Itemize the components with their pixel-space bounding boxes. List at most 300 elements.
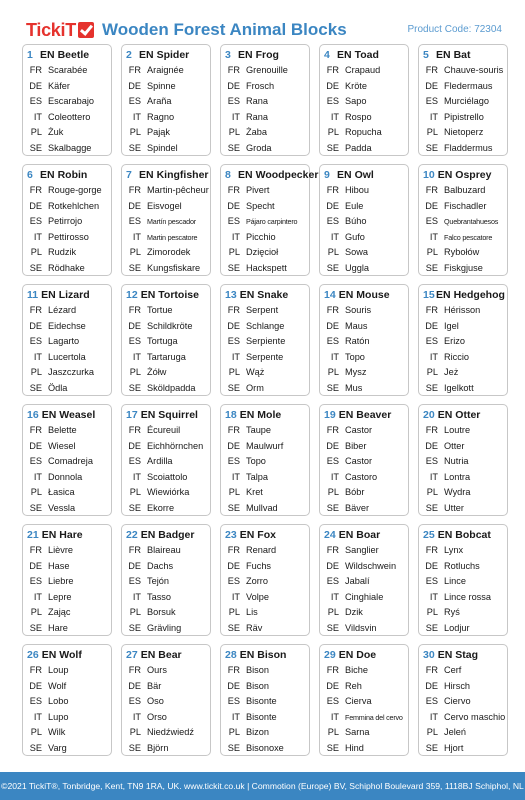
language-code: SE — [128, 742, 141, 753]
card-number: 18 — [225, 409, 237, 421]
translation-text: Nutria — [444, 456, 469, 467]
translation-text: Pettirosso — [48, 231, 89, 242]
english-word: Badger — [158, 529, 195, 541]
translation-text: Reh — [345, 680, 362, 691]
card-heading — [324, 408, 405, 423]
english-word: Kingfisher — [156, 169, 209, 181]
translation-row — [423, 679, 504, 695]
english-word: Spider — [156, 49, 190, 61]
translation-row — [126, 501, 207, 517]
translation-row — [225, 663, 306, 679]
english-word: Bobcat — [455, 529, 491, 541]
translation-text: Murciélago — [444, 96, 489, 107]
language-code: SE — [326, 262, 339, 273]
card-heading — [225, 168, 319, 183]
language-code: FR — [29, 425, 42, 435]
language-code: IT — [231, 351, 240, 362]
language-code-en: EN — [41, 529, 57, 541]
translation-row — [324, 365, 405, 381]
language-code-en: EN — [40, 169, 55, 181]
language-code: IT — [33, 471, 42, 482]
language-code: IT — [132, 711, 141, 722]
translation-row — [225, 303, 306, 319]
translation-row — [27, 303, 108, 319]
translation-text: Fuchs — [246, 560, 272, 571]
translation-row — [126, 141, 207, 157]
translation-row — [225, 679, 306, 695]
language-code: PL — [426, 247, 438, 258]
language-code: FR — [326, 545, 339, 555]
animal-card — [319, 284, 409, 396]
translation-text: Pająk — [147, 127, 170, 138]
english-word: Beetle — [57, 49, 90, 61]
animal-card — [418, 284, 508, 396]
language-code: FR — [227, 665, 240, 675]
language-code: ES — [227, 336, 240, 347]
language-code: DE — [326, 200, 339, 211]
animal-card — [22, 284, 112, 396]
language-code: DE — [29, 200, 42, 211]
translation-row — [225, 183, 306, 199]
translation-row — [324, 141, 405, 157]
language-code: DE — [128, 440, 141, 451]
translation-text: Petirrojo — [48, 216, 83, 227]
language-code: FR — [128, 425, 141, 435]
translation-text: Nietoperz — [444, 127, 484, 138]
language-code-en: EN — [239, 649, 255, 661]
language-code: SE — [227, 142, 240, 153]
translation-text: Bisonte — [246, 711, 277, 722]
translation-text: Lupo — [48, 711, 69, 722]
translation-text: Tasso — [147, 591, 171, 602]
language-code: PL — [426, 607, 438, 618]
language-code-en: EN — [139, 169, 154, 181]
translation-row — [27, 501, 108, 517]
translation-text: Bisonoxe — [246, 742, 284, 753]
language-code: DE — [326, 440, 339, 451]
translation-text: Belette — [48, 425, 77, 435]
card-number: 11 — [27, 289, 39, 301]
language-code: PL — [30, 487, 42, 498]
translation-text: Wąż — [246, 367, 265, 378]
card-heading — [423, 288, 504, 303]
translation-row — [324, 319, 405, 335]
translation-row — [126, 679, 207, 695]
language-code: DE — [227, 680, 240, 691]
translation-text: Biche — [345, 665, 368, 675]
translation-row — [126, 110, 207, 126]
language-code: PL — [30, 607, 42, 618]
animal-card — [418, 404, 508, 516]
translation-text: Hackspett — [246, 262, 287, 273]
card-number: 7 — [126, 169, 132, 181]
translation-row — [225, 423, 306, 439]
translation-text: Pipistrello — [444, 111, 484, 122]
translation-row — [126, 423, 207, 439]
card-number: 17 — [126, 409, 138, 421]
english-word: Doe — [356, 649, 377, 661]
translation-text: Femmina del cervo — [345, 712, 403, 722]
language-code: PL — [129, 367, 141, 378]
translation-text: Ratón — [345, 336, 370, 347]
language-code-en: EN — [41, 649, 57, 661]
animal-card-grid — [22, 44, 509, 756]
translation-text: Lobo — [48, 696, 69, 707]
language-code: PL — [426, 367, 438, 378]
translation-text: Ropucha — [345, 127, 382, 138]
animal-card — [220, 284, 310, 396]
animal-card — [121, 164, 211, 276]
translation-text: Lodjur — [444, 622, 470, 633]
animal-card — [22, 404, 112, 516]
translation-row — [423, 694, 504, 710]
translation-text: Żaba — [246, 127, 267, 138]
language-code: FR — [227, 545, 240, 555]
card-heading — [225, 528, 306, 543]
translation-text: Bison — [246, 665, 269, 675]
translation-row — [27, 454, 108, 470]
card-number: 19 — [324, 409, 336, 421]
translation-row — [423, 454, 504, 470]
translation-row — [324, 621, 405, 637]
translation-row — [225, 605, 306, 621]
translation-row — [27, 590, 108, 606]
language-code: PL — [129, 247, 141, 258]
card-number: 28 — [225, 649, 237, 661]
translation-row — [126, 261, 207, 277]
translation-row — [126, 365, 207, 381]
translation-row — [324, 454, 405, 470]
translation-text: Uggla — [345, 262, 370, 273]
page-header — [0, 0, 525, 40]
translation-text: Hibou — [345, 185, 370, 195]
translation-row — [225, 334, 306, 350]
language-code: PL — [129, 127, 141, 138]
language-code: FR — [326, 65, 339, 75]
english-word: Tortoise — [158, 289, 199, 301]
translation-text: Lynx — [444, 545, 464, 555]
language-code: DE — [128, 320, 141, 331]
language-code: PL — [228, 367, 240, 378]
translation-row — [225, 319, 306, 335]
language-code-en: EN — [238, 49, 253, 61]
animal-card — [418, 524, 508, 636]
translation-text: Cierva — [345, 696, 372, 707]
english-word: Bison — [257, 649, 287, 661]
language-code: ES — [425, 96, 438, 107]
language-code: ES — [425, 576, 438, 587]
translation-row — [126, 183, 207, 199]
translation-text: Lagarto — [48, 336, 80, 347]
translation-text: Lucertola — [48, 351, 86, 362]
translation-text: Hirsch — [444, 680, 471, 691]
translation-text: Käfer — [48, 80, 70, 91]
language-code: DE — [425, 560, 438, 571]
language-code: DE — [227, 320, 240, 331]
translation-text: Lis — [246, 607, 258, 618]
card-heading — [225, 648, 306, 663]
translation-row — [225, 230, 306, 246]
language-code: ES — [29, 576, 42, 587]
language-code-en: EN — [238, 169, 253, 181]
language-code: PL — [30, 727, 42, 738]
translation-row — [27, 543, 108, 559]
translation-row — [324, 543, 405, 559]
english-word: Bat — [453, 49, 471, 61]
translation-row — [126, 710, 207, 726]
card-heading — [27, 288, 108, 303]
language-code: FR — [425, 425, 438, 435]
english-word: Mouse — [356, 289, 390, 301]
translation-text: Orm — [246, 382, 264, 393]
language-code: FR — [425, 545, 438, 555]
card-number: 26 — [27, 649, 39, 661]
translation-text: Falco pescatore — [444, 232, 493, 242]
translation-text: Rospo — [345, 111, 372, 122]
animal-card — [121, 284, 211, 396]
translation-row — [324, 125, 405, 141]
translation-row — [225, 543, 306, 559]
language-code: DE — [128, 200, 141, 211]
translation-row — [126, 63, 207, 79]
language-code: SE — [128, 382, 141, 393]
translation-text: Oso — [147, 696, 164, 707]
language-code-en: EN — [436, 289, 451, 301]
language-code-en: EN — [338, 289, 354, 301]
translation-text: Vildsvin — [345, 622, 377, 633]
translation-text: Skalbagge — [48, 142, 92, 153]
language-code: IT — [330, 711, 339, 722]
translation-text: Bison — [246, 680, 269, 691]
translation-text: Rotluchs — [444, 560, 480, 571]
card-number: 8 — [225, 169, 231, 181]
animal-card — [220, 524, 310, 636]
translation-row — [423, 79, 504, 95]
card-number: 5 — [423, 49, 429, 61]
animal-card — [22, 524, 112, 636]
translation-row — [324, 110, 405, 126]
translation-row — [27, 63, 108, 79]
translation-text: Castor — [345, 425, 373, 435]
translation-row — [225, 365, 306, 381]
language-code: FR — [326, 425, 339, 435]
language-code: IT — [33, 351, 42, 362]
translation-row — [27, 183, 108, 199]
translation-text: Dzik — [345, 607, 363, 618]
language-code-en: EN — [338, 529, 354, 541]
translation-row — [225, 381, 306, 397]
translation-row — [27, 694, 108, 710]
translation-row — [423, 574, 504, 590]
translation-text: Ryś — [444, 607, 460, 618]
translation-text: Biber — [345, 440, 367, 451]
language-code: ES — [425, 216, 438, 227]
translation-row — [423, 230, 504, 246]
translation-text: Specht — [246, 200, 275, 211]
language-code: SE — [29, 502, 42, 513]
translation-text: Sanglier — [345, 545, 379, 555]
language-code: FR — [128, 545, 141, 555]
translation-row — [324, 199, 405, 215]
translation-row — [27, 710, 108, 726]
language-code: SE — [326, 142, 339, 153]
translation-row — [126, 605, 207, 621]
language-code: FR — [29, 305, 42, 315]
language-code: SE — [425, 502, 438, 513]
card-number: 21 — [27, 529, 39, 541]
translation-text: Varg — [48, 742, 67, 753]
translation-row — [423, 303, 504, 319]
translation-text: Bizon — [246, 727, 269, 738]
language-code-en: EN — [239, 289, 255, 301]
translation-text: Eidechse — [48, 320, 86, 331]
card-number: 6 — [27, 169, 33, 181]
card-heading — [126, 168, 207, 183]
translation-row — [423, 125, 504, 141]
translation-row — [27, 350, 108, 366]
translation-text: Rotkehlchen — [48, 200, 100, 211]
translation-text: Souris — [345, 305, 372, 315]
translation-row — [225, 63, 306, 79]
translation-text: Żuk — [48, 127, 64, 138]
language-code: PL — [228, 127, 240, 138]
language-code: DE — [227, 560, 240, 571]
english-word: Wolf — [59, 649, 82, 661]
translation-row — [225, 741, 306, 757]
translation-row — [423, 590, 504, 606]
language-code: IT — [132, 471, 141, 482]
translation-text: Niedźwiedź — [147, 727, 194, 738]
language-code: ES — [326, 336, 339, 347]
translation-row — [423, 423, 504, 439]
language-code: IT — [33, 591, 42, 602]
translation-row — [126, 79, 207, 95]
translation-row — [27, 485, 108, 501]
language-code: IT — [330, 231, 339, 242]
translation-row — [27, 319, 108, 335]
translation-text: Chauve-souris — [444, 65, 504, 75]
translation-row — [324, 725, 405, 741]
translation-text: Loup — [48, 665, 69, 675]
translation-row — [324, 741, 405, 757]
translation-row — [324, 574, 405, 590]
language-code: IT — [33, 711, 42, 722]
translation-row — [27, 141, 108, 157]
translation-row — [423, 559, 504, 575]
language-code: ES — [128, 96, 141, 107]
language-code: PL — [327, 247, 339, 258]
translation-text: Taupe — [246, 425, 272, 435]
language-code: SE — [128, 142, 141, 153]
translation-text: Jabalí — [345, 576, 370, 587]
tickit-logo — [26, 19, 94, 41]
translation-text: Tortuga — [147, 336, 178, 347]
translation-text: Pivert — [246, 185, 270, 195]
language-code: PL — [327, 367, 339, 378]
english-word: Hedgehog — [453, 289, 505, 301]
animal-card — [418, 44, 508, 156]
card-heading — [27, 408, 108, 423]
language-code: SE — [128, 622, 141, 633]
card-heading — [27, 168, 108, 183]
language-code: IT — [330, 591, 339, 602]
translation-text: Hase — [48, 560, 70, 571]
card-number: 1 — [27, 49, 33, 61]
translation-row — [27, 79, 108, 95]
translation-row — [126, 590, 207, 606]
translation-row — [324, 590, 405, 606]
translation-text: Łasica — [48, 487, 75, 498]
translation-row — [126, 319, 207, 335]
language-code-en: EN — [40, 49, 55, 61]
language-code: DE — [227, 440, 240, 451]
translation-row — [27, 741, 108, 757]
language-code-en: EN — [239, 409, 255, 421]
language-code: FR — [227, 425, 240, 435]
english-word: Woodpecker — [255, 169, 319, 181]
translation-row — [324, 423, 405, 439]
animal-card — [319, 164, 409, 276]
translation-row — [423, 621, 504, 637]
translation-text: Żółw — [147, 367, 167, 378]
translation-text: Blaireau — [147, 545, 181, 555]
translation-text: Lézard — [48, 305, 77, 315]
language-code: DE — [29, 560, 42, 571]
translation-row — [324, 381, 405, 397]
language-code: SE — [425, 742, 438, 753]
translation-row — [324, 559, 405, 575]
translation-text: Araña — [147, 96, 172, 107]
translation-text: Kret — [246, 487, 263, 498]
translation-text: Igel — [444, 320, 459, 331]
translation-text: Lince rossa — [444, 591, 491, 602]
translation-row — [324, 350, 405, 366]
translation-row — [27, 110, 108, 126]
translation-row — [423, 439, 504, 455]
language-code: FR — [29, 65, 42, 75]
card-number: 23 — [225, 529, 237, 541]
language-code: PL — [426, 487, 438, 498]
language-code: FR — [227, 305, 240, 315]
translation-text: Martin pescatore — [147, 232, 198, 242]
language-code-en: EN — [140, 649, 156, 661]
translation-text: Spindel — [147, 142, 178, 153]
animal-card — [22, 164, 112, 276]
language-code: IT — [33, 231, 42, 242]
translation-row — [225, 141, 306, 157]
language-code: PL — [129, 487, 141, 498]
translation-text: Fischadler — [444, 200, 487, 211]
language-code-en: EN — [338, 649, 354, 661]
translation-text: Cerf — [444, 665, 462, 675]
translation-row — [126, 125, 207, 141]
language-code: FR — [425, 305, 438, 315]
language-code: PL — [129, 607, 141, 618]
translation-text: Rana — [246, 111, 268, 122]
card-heading — [423, 48, 504, 63]
language-code-en: EN — [437, 649, 453, 661]
translation-text: Wiesel — [48, 440, 76, 451]
translation-row — [27, 214, 108, 230]
translation-text: Loutre — [444, 425, 471, 435]
language-code: SE — [326, 742, 339, 753]
card-number: 25 — [423, 529, 435, 541]
animal-card — [220, 404, 310, 516]
card-number: 29 — [324, 649, 336, 661]
translation-text: Wilk — [48, 727, 66, 738]
language-code: DE — [326, 80, 339, 91]
language-code: DE — [227, 80, 240, 91]
